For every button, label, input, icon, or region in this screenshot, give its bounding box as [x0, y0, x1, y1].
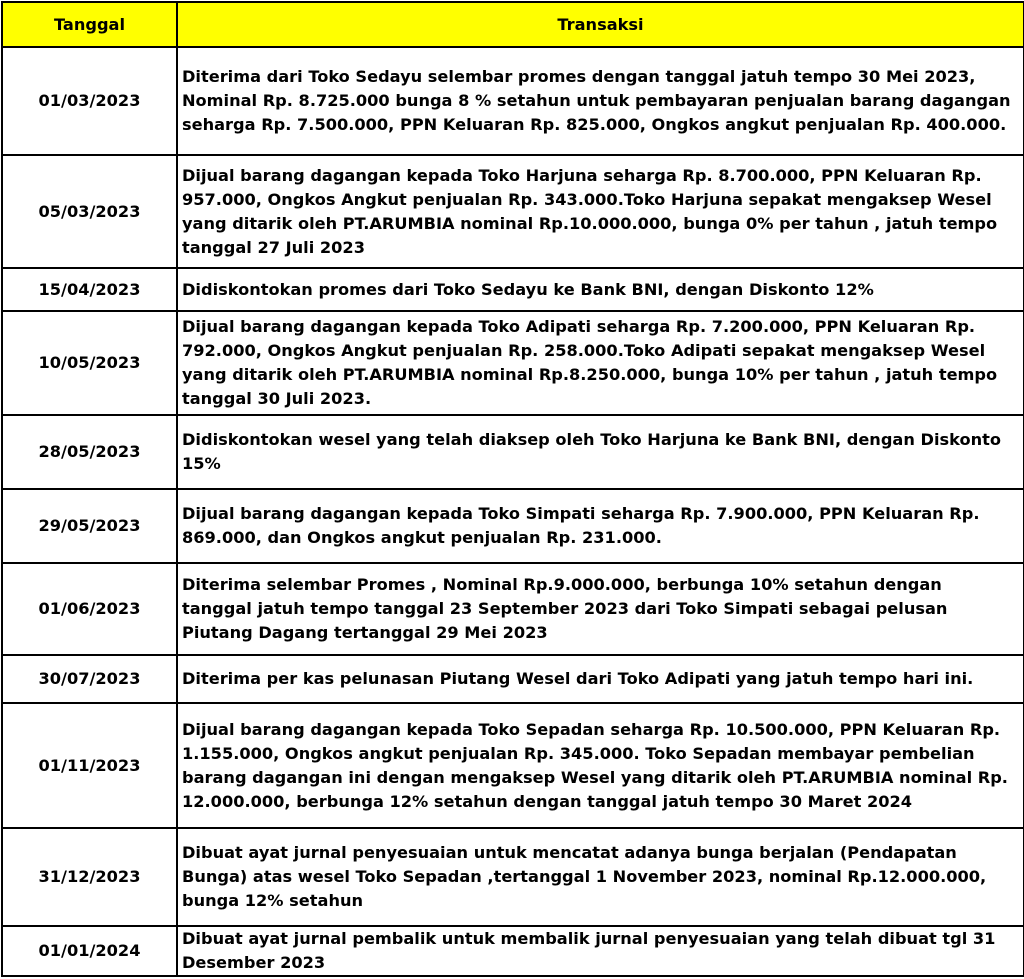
- row-transaction: Dijual barang dagangan kepada Toko Sepadan seharga Rp. 10.500.000, PPN Keluaran Rp. 1.155.000, Ongkos angkut penjualan Rp. 345.000. Toko Sepadan membayar pembelian barang dagangan ini dengan mengaksep Wesel yang ditarik oleh PT.ARUMBIA nominal Rp. 12.000.000, berbunga 12% setahun dengan tanggal jatuh tempo 30 Maret 2024: [177, 703, 1024, 828]
- row-date: 01/11/2023: [2, 703, 177, 828]
- row-date: 01/01/2024: [2, 926, 177, 976]
- table-row: [2, 563, 1024, 655]
- table-row: [2, 311, 1024, 415]
- row-date: 31/12/2023: [2, 828, 177, 926]
- table-row: [2, 655, 1024, 703]
- row-date: 05/03/2023: [2, 155, 177, 268]
- header-transaksi: Transaksi: [177, 2, 1024, 47]
- row-transaction: Dijual barang dagangan kepada Toko Simpati seharga Rp. 7.900.000, PPN Keluaran Rp. 869.000, dan Ongkos angkut penjualan Rp. 231.000.: [177, 489, 1024, 563]
- row-transaction: Diterima dari Toko Sedayu selembar promes dengan tanggal jatuh tempo 30 Mei 2023, Nominal Rp. 8.725.000 bunga 8 % setahun untuk pembayaran penjualan barang dagangan seharga Rp. 7.500.000, PPN Keluaran Rp. 825.000, Ongkos angkut penjualan Rp. 400.000.: [177, 47, 1024, 155]
- row-date: 30/07/2023: [2, 655, 177, 703]
- row-transaction: Dibuat ayat jurnal penyesuaian untuk mencatat adanya bunga berjalan (Pendapatan Bunga) atas wesel Toko Sepadan ,tertanggal 1 November 2023, nominal Rp.12.000.000, bunga 12% setahun: [177, 828, 1024, 926]
- table-row: [2, 926, 1024, 976]
- row-transaction: Dijual barang dagangan kepada Toko Harjuna seharga Rp. 8.700.000, PPN Keluaran Rp. 957.000, Ongkos Angkut penjualan Rp. 343.000.Toko Harjuna sepakat mengaksep Wesel yang ditarik oleh PT.ARUMBIA nominal Rp.10.000.000, bunga 0% per tahun , jatuh tempo tanggal 27 Juli 2023: [177, 155, 1024, 268]
- row-transaction: Didiskontokan promes dari Toko Sedayu ke Bank BNI, dengan Diskonto 12%: [177, 268, 1024, 311]
- row-date: 29/05/2023: [2, 489, 177, 563]
- table-row: [2, 155, 1024, 268]
- table-row: [2, 415, 1024, 489]
- row-date: 01/03/2023: [2, 47, 177, 155]
- row-transaction: Dijual barang dagangan kepada Toko Adipati seharga Rp. 7.200.000, PPN Keluaran Rp. 792.000, Ongkos Angkut penjualan Rp. 258.000.Toko Adipati sepakat mengaksep Wesel yang ditarik oleh PT.ARUMBIA nominal Rp.8.250.000, bunga 10% per tahun , jatuh tempo tanggal 30 Juli 2023.: [177, 311, 1024, 415]
- row-transaction: Dibuat ayat jurnal pembalik untuk membalik jurnal penyesuaian yang telah dibuat tgl 31 Desember 2023: [177, 926, 1024, 976]
- table-row: [2, 489, 1024, 563]
- row-date: 01/06/2023: [2, 563, 177, 655]
- header-row: [2, 2, 1024, 47]
- row-transaction: Didiskontokan wesel yang telah diaksep oleh Toko Harjuna ke Bank BNI, dengan Diskonto 15%: [177, 415, 1024, 489]
- table-row: [2, 703, 1024, 828]
- table-row: [2, 47, 1024, 155]
- table-row: [2, 828, 1024, 926]
- row-date: 28/05/2023: [2, 415, 177, 489]
- row-date: 15/04/2023: [2, 268, 177, 311]
- row-date: 10/05/2023: [2, 311, 177, 415]
- table-row: [2, 268, 1024, 311]
- transactions-table: [1, 1, 1024, 977]
- row-transaction: Diterima per kas pelunasan Piutang Wesel dari Toko Adipati yang jatuh tempo hari ini.: [177, 655, 1024, 703]
- header-tanggal: Tanggal: [2, 2, 177, 47]
- row-transaction: Diterima selembar Promes , Nominal Rp.9.000.000, berbunga 10% setahun dengan tanggal jatuh tempo tanggal 23 September 2023 dari Toko Simpati sebagai pelusan Piutang Dagang tertanggal 29 Mei 2023: [177, 563, 1024, 655]
